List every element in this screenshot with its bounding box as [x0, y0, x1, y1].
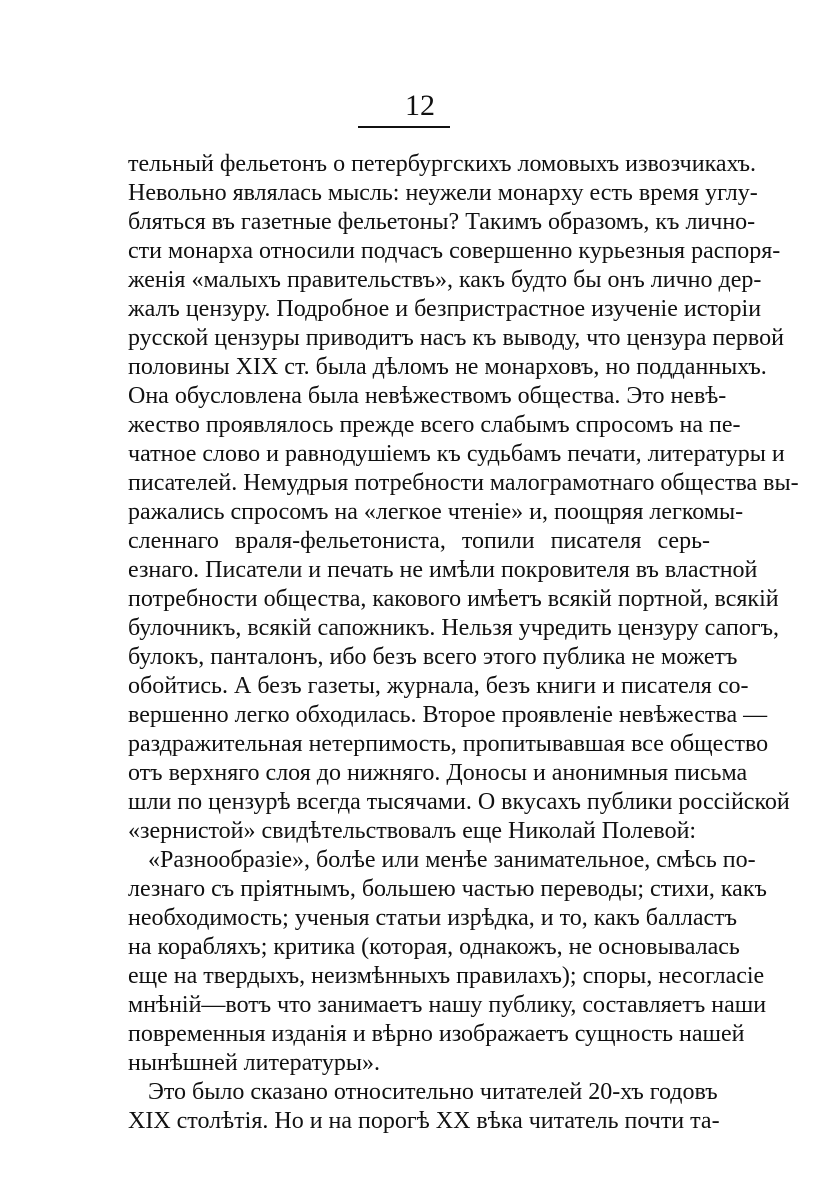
text-line: раздражительная нетерпимость, пропитывавшая все общество: [128, 731, 769, 757]
text-line: XIX столѣтія. Но и на порогѣ XX вѣка читатель почти та-: [128, 1108, 720, 1134]
quote-line: лезнаго съ пріятнымъ, большею частью переводы; стихи, какъ: [128, 876, 767, 902]
text-line: сти монарха относили подчасъ совершенно курьезныя распоря-: [128, 238, 781, 264]
quote-line: мнѣній—вотъ что занимаетъ нашу публику, составляетъ наши: [128, 992, 767, 1018]
text-line: русской цензуры приводитъ насъ къ выводу, что цензура первой: [128, 325, 784, 351]
text-line: Она обусловлена была невѣжествомъ общества. Это невѣ-: [128, 383, 727, 409]
text-line: чатное слово и равнодушіемъ къ судьбамъ печати, литературы и: [128, 441, 785, 467]
text-line: шли по цензурѣ всегда тысячами. О вкусахъ публики россійской: [128, 789, 790, 815]
quote-line: «Разнообразіе», болѣе или менѣе занимательное, смѣсь по-: [148, 847, 756, 873]
text-line: тельный фельетонъ о петербургскихъ ломовыхъ извозчикахъ.: [128, 151, 757, 177]
text-line: половины XIX ст. была дѣломъ не монарховъ, но подданныхъ.: [128, 354, 767, 380]
text-line: бляться въ газетные фельетоны? Такимъ образомъ, къ лично-: [128, 209, 756, 235]
text-line: Невольно являлась мысль: неужели монарху есть время углу-: [128, 180, 758, 206]
text-line: ражались спросомъ на «легкое чтеніе» и, поощряя легкомы-: [128, 499, 744, 525]
text-line: вершенно легко обходилась. Второе проявленіе невѣжества —: [128, 702, 768, 728]
text-line: жалъ цензуру. Подробное и безпристрастное изученіе исторіи: [128, 296, 762, 322]
text-line: Это было сказано относительно читателей 20-хъ годовъ: [148, 1079, 718, 1105]
text-line: потребности общества, какового имѣетъ всякій портной, всякій: [128, 586, 779, 612]
text-line: булочникъ, всякій сапожникъ. Нельзя учредить цензуру сапогъ,: [128, 615, 780, 641]
text-line: езнаго. Писатели и печать не имѣли покровителя въ властной: [128, 557, 758, 583]
text-line: булокъ, панталонъ, ибо безъ всего этого публика не можетъ: [128, 644, 738, 670]
text-line: писателей. Немудрыя потребности малограмотнаго общества вы-: [128, 470, 799, 496]
text-line: отъ верхняго слоя до нижняго. Доносы и анонимныя письма: [128, 760, 748, 786]
text-line: сленнаго враля-фельетониста, топили писателя серь-: [128, 528, 710, 554]
text-line: «зернистой» свидѣтельствовалъ еще Николай Полевой:: [128, 818, 697, 844]
quote-line: нынѣшней литературы».: [128, 1050, 380, 1076]
page-number-rule: [358, 126, 450, 128]
quote-line: на корабляхъ; критика (которая, однакожъ, не основывалась: [128, 934, 740, 960]
quote-line: повременныя изданія и вѣрно изображаетъ сущность нашей: [128, 1021, 745, 1047]
page-number: 12: [405, 89, 435, 122]
quote-line: еще на твердыхъ, неизмѣнныхъ правилахъ); споры, несогласіе: [128, 963, 765, 989]
text-line: женія «малыхъ правительствъ», какъ будто бы онъ лично дер-: [128, 267, 762, 293]
quote-line: необходимость; ученыя статьи изрѣдка, и то, какъ балластъ: [128, 905, 738, 931]
text-line: обойтись. А безъ газеты, журнала, безъ книги и писателя со-: [128, 673, 749, 699]
text-line: жество проявлялось прежде всего слабымъ спросомъ на пе-: [128, 412, 741, 438]
